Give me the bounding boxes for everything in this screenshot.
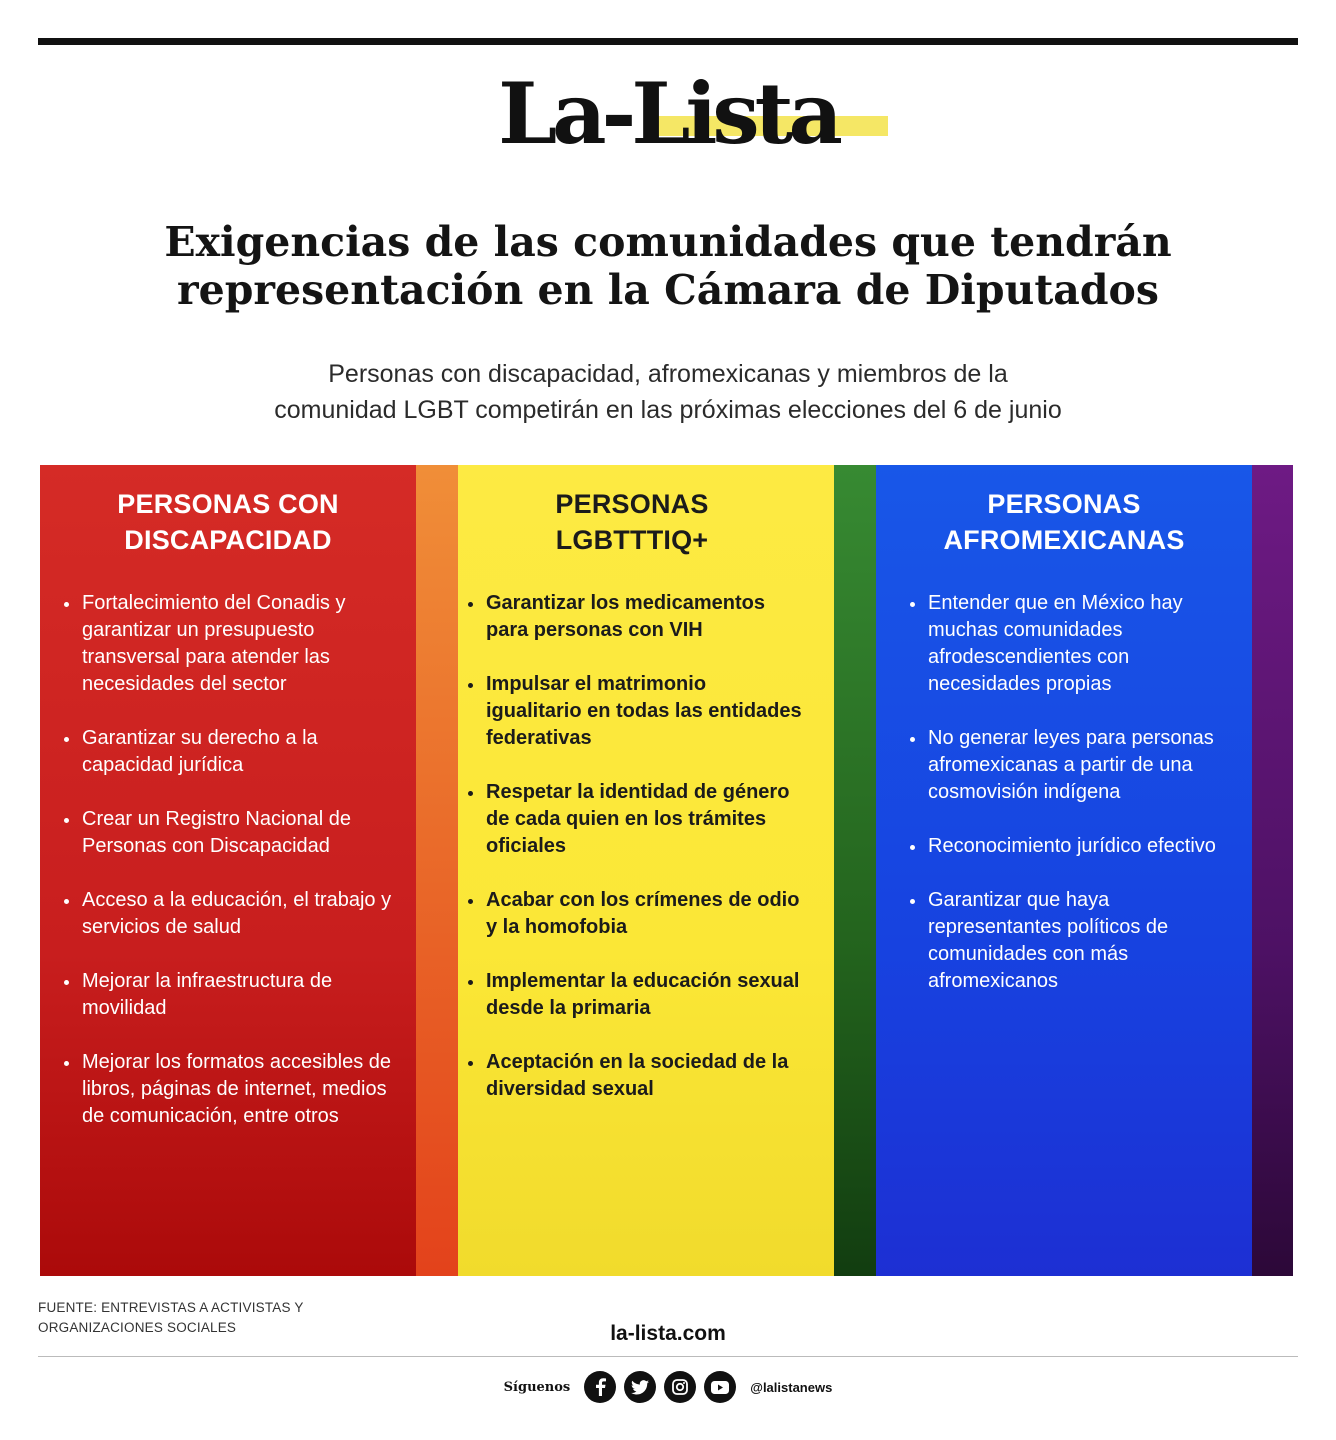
demands-list [904, 590, 1244, 995]
list-item: Reconocimiento jurídico efectivo [904, 833, 1244, 860]
list-item: Crear un Registro Nacional de Personas con Discapacidad [58, 806, 398, 860]
column-discapacidad [58, 486, 398, 1157]
column-title [58, 486, 398, 558]
logo-text: La-Lista [498, 64, 838, 163]
list-item: Mejorar la infraestructura de movilidad [58, 968, 398, 1022]
logo-wordmark [498, 64, 838, 163]
source-line-1: FUENTE: ENTREVISTAS A ACTIVISTAS Y [38, 1300, 304, 1315]
subtitle-line-1: Personas con discapacidad, afromexicanas y miembros de la [328, 360, 1008, 388]
column-title-line-2: DISCAPACIDAD [124, 525, 332, 555]
column-lgbt [462, 486, 802, 1130]
site-url[interactable]: la-lista.com [610, 1322, 726, 1345]
list-item: Impulsar el matrimonio igualitario en todas las entidades federativas [462, 671, 802, 752]
column-title-line-1: PERSONAS [555, 489, 709, 519]
list-item: Entender que en México hay muchas comunidades afrodescendientes con necesidades propias [904, 590, 1244, 698]
list-item: Aceptación en la sociedad de la diversidad sexual [462, 1049, 802, 1103]
list-item: Fortalecimiento del Conadis y garantizar un presupuesto transversal para atender las necesidades del sector [58, 590, 398, 698]
facebook-icon[interactable] [584, 1371, 616, 1403]
title-line-1: Exigencias de las comunidades que tendrán [164, 218, 1172, 266]
instagram-icon[interactable] [664, 1371, 696, 1403]
list-item: Garantizar su derecho a la capacidad jurídica [58, 725, 398, 779]
logo [0, 64, 1336, 163]
column-title-line-1: PERSONAS [987, 489, 1141, 519]
youtube-icon[interactable] [704, 1371, 736, 1403]
bottom-rule [38, 1356, 1298, 1357]
stripe-orange [416, 465, 458, 1276]
list-item: No generar leyes para personas afromexicanas a partir de una cosmovisión indígena [904, 725, 1244, 806]
list-item: Respetar la identidad de género de cada quien en los trámites oficiales [462, 779, 802, 860]
column-title-line-2: LGBTTTIQ+ [555, 525, 709, 555]
top-rule [38, 38, 1298, 45]
column-title-line-1: PERSONAS CON [117, 489, 339, 519]
list-item: Mejorar los formatos accesibles de libros, páginas de internet, medios de comunicación, entre otros [58, 1049, 398, 1130]
social-handle[interactable]: @lalistanews [750, 1379, 833, 1395]
social-bar [0, 1370, 1336, 1404]
subtitle-line-2: comunidad LGBT competirán en las próximas elecciones del 6 de junio [274, 396, 1062, 424]
list-item: Implementar la educación sexual desde la primaria [462, 968, 802, 1022]
column-title-line-2: AFROMEXICANAS [943, 525, 1185, 555]
list-item: Garantizar que haya representantes políticos de comunidades con más afromexicanos [904, 887, 1244, 995]
source-line-2: ORGANIZACIONES SOCIALES [38, 1320, 237, 1335]
list-item: Acceso a la educación, el trabajo y servicios de salud [58, 887, 398, 941]
subtitle [160, 356, 1176, 428]
list-item: Garantizar los medicamentos para personas con VIH [462, 590, 802, 644]
column-title [462, 486, 802, 558]
demands-list [58, 590, 398, 1130]
column-afromexicanas [904, 486, 1244, 1022]
list-item: Acabar con los crímenes de odio y la homofobia [462, 887, 802, 941]
follow-label: Síguenos [503, 1379, 571, 1395]
stripe-purple [1252, 465, 1293, 1276]
title-line-2: representación en la Cámara de Diputados [177, 266, 1159, 314]
stripe-green [834, 465, 876, 1276]
demands-list [462, 590, 802, 1103]
column-title [904, 486, 1224, 558]
page-title [100, 218, 1236, 314]
twitter-icon[interactable] [624, 1371, 656, 1403]
